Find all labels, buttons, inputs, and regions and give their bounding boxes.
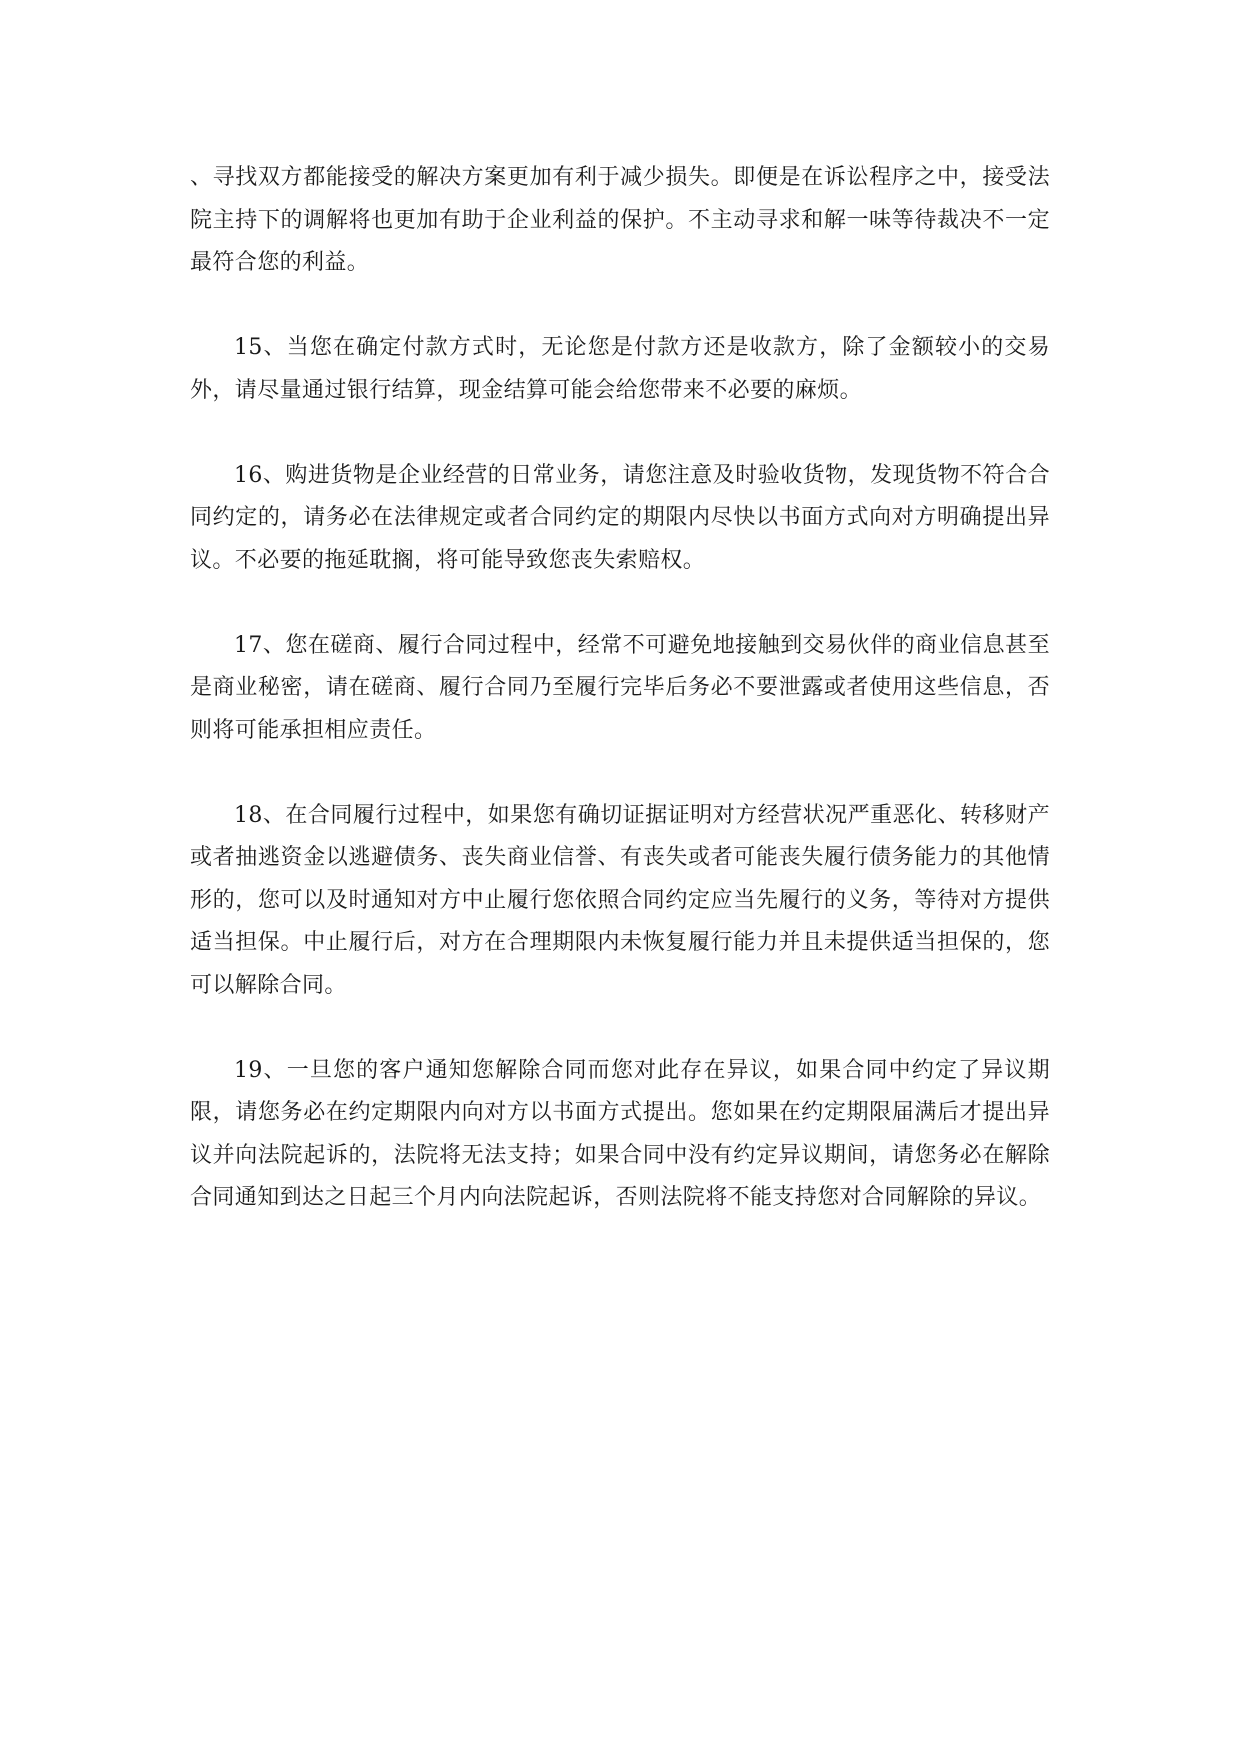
paragraph-continuation: 、寻找双方都能接受的解决方案更加有利于减少损失。即便是在诉讼程序之中，接受法院主持下的调解将也更加有助于企业利益的保护。不主动寻求和解一味等待裁决不一定最符合您的利益。 xyxy=(190,165,1050,275)
paragraph-item-17: 17、您在磋商、履行合同过程中，经常不可避免地接触到交易伙伴的商业信息甚至是商业秘密，请在磋商、履行合同乃至履行完毕后务必不要泄露或者使用这些信息，否则将可能承担相应责任。 xyxy=(190,632,1050,743)
paragraph-item-15: 15、当您在确定付款方式时，无论您是付款方还是收款方，除了金额较小的交易外，请尽量通过银行结算，现金结算可能会给您带来不必要的麻烦。 xyxy=(190,335,1050,403)
paragraph-item-16: 16、购进货物是企业经营的日常业务，请您注意及时验收货物，发现货物不符合合同约定的，请务必在法律规定或者合同约定的期限内尽快以书面方式向对方明确提出异议。不必要的拖延耽搁，将可能导致您丧失索赔权。 xyxy=(190,462,1050,573)
document-body xyxy=(190,157,1050,1220)
paragraph-item-19: 19、一旦您的客户通知您解除合同而您对此存在异议，如果合同中约定了异议期限，请您务必在约定期限内向对方以书面方式提出。您如果在约定期限届满后才提出异议并向法院起诉的，法院将无法支持；如果合同中没有约定异议期间，请您务必在解除合同通知到达之日起三个月内向法院起诉，否则法院将不能支持您对合同解除的异议。 xyxy=(190,1057,1050,1210)
paragraph-item-18: 18、在合同履行过程中，如果您有确切证据证明对方经营状况严重恶化、转移财产或者抽逃资金以逃避债务、丧失商业信誉、有丧失或者可能丧失履行债务能力的其他情形的，您可以及时通知对方中止履行您依照合同约定应当先履行的义务，等待对方提供适当担保。中止履行后，对方在合理期限内未恢复履行能力并且未提供适当担保的，您可以解除合同。 xyxy=(190,802,1050,998)
